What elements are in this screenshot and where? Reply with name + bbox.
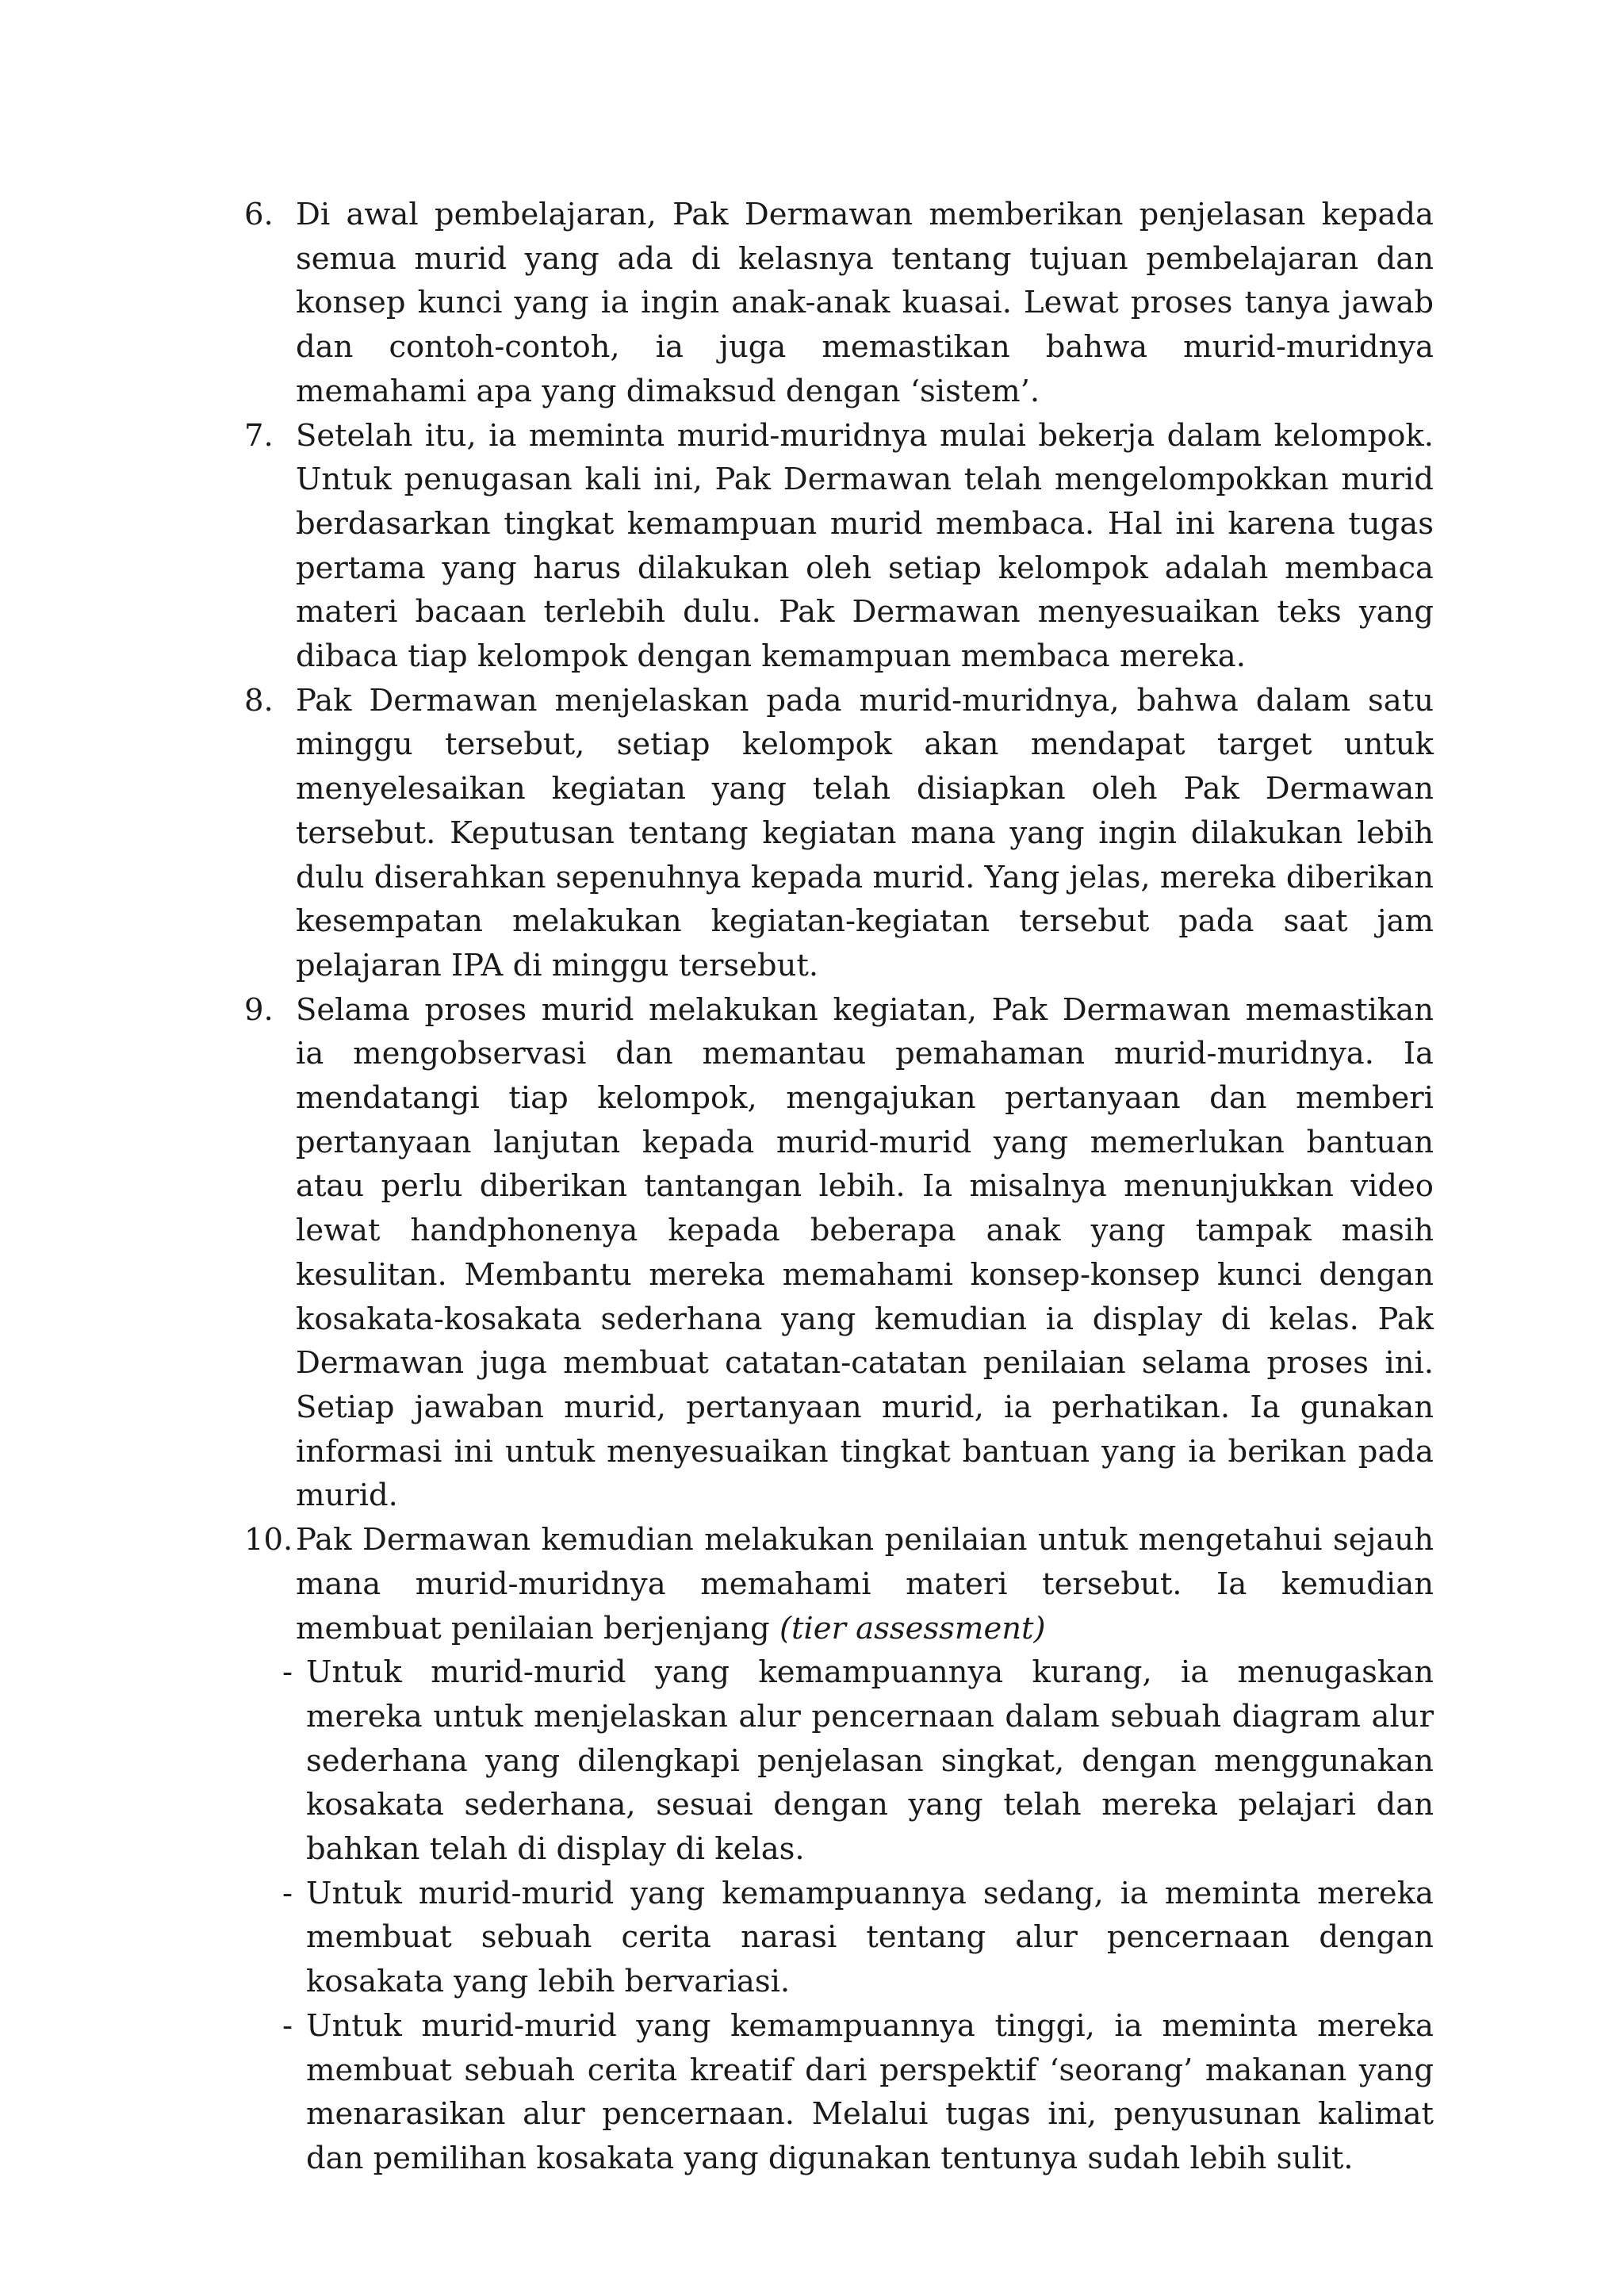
item-text bbox=[296, 1518, 1434, 1650]
item-body bbox=[296, 988, 1434, 1518]
item-text: Pak Dermawan menjelaskan pada murid-muridnya, bahwa dalam satu minggu tersebut, setiap kelompok akan mendapat target untuk menyelesaikan kegiatan yang telah disiapkan oleh Pak Dermawan tersebut. Keputusan tentang kegiatan mana yang ingin dilakukan lebih dulu diserahkan sepenuhnya kepada murid. Yang jelas, mereka diberikan kesempatan melakukan kegiatan-kegiatan tersebut pada saat jam pelajaran IPA di minggu tersebut. bbox=[296, 682, 1434, 983]
list-item-7 bbox=[244, 414, 1434, 679]
item-text-main: Pak Dermawan kemudian melakukan penilaian untuk mengetahui sejauh mana murid-muridnya memahami materi tersebut. Ia kemudian membuat penilaian berjenjang bbox=[296, 1522, 1434, 1646]
item-number: 8. bbox=[244, 682, 274, 719]
tier-item-text: Untuk murid-murid yang kemampuannya sedang, ia meminta mereka membuat sebuah cerita narasi tentang alur pencernaan dengan kosakata yang lebih bervariasi. bbox=[306, 1875, 1434, 2000]
tier-item-medium bbox=[282, 1872, 1434, 2004]
item-body bbox=[296, 1518, 1434, 1650]
list-item-9 bbox=[244, 988, 1434, 1518]
list-item-6 bbox=[244, 193, 1434, 414]
dash-bullet: - bbox=[282, 2007, 293, 2044]
tier-item-text: Untuk murid-murid yang kemampuannya kurang, ia menugaskan mereka untuk menjelaskan alur pencernaan dalam sebuah diagram alur sederhana yang dilengkapi penjelasan singkat, dengan menggunakan kosakata sederhana, sesuai dengan yang telah mereka pelajari dan bahkan telah di display di kelas. bbox=[306, 1654, 1434, 1868]
dash-bullet: - bbox=[282, 1654, 293, 1691]
tier-item-low bbox=[282, 1650, 1434, 1872]
item-body bbox=[296, 193, 1434, 414]
item-text-italic: (tier assessment) bbox=[779, 1610, 1046, 1646]
list-item-8 bbox=[244, 679, 1434, 988]
item-body bbox=[296, 679, 1434, 988]
list-item-10 bbox=[244, 1518, 1434, 1650]
item-number: 7. bbox=[244, 417, 274, 454]
item-number: 6. bbox=[244, 197, 274, 232]
item-number: 10. bbox=[244, 1522, 293, 1558]
item-text: Di awal pembelajaran, Pak Dermawan memberikan penjelasan kepada semua murid yang ada di kelasnya tentang tujuan pembelajaran dan konsep kunci yang ia ingin anak-anak kuasai. Lewat proses tanya jawab dan contoh-contoh, ia juga memastikan bahwa murid-muridnya memahami apa yang dimaksud dengan ‘sistem’. bbox=[296, 197, 1434, 409]
numbered-list bbox=[244, 193, 1434, 2181]
item-text: Setelah itu, ia meminta murid-muridnya mulai bekerja dalam kelompok. Untuk penugasan kali ini, Pak Dermawan telah mengelompokkan murid berdasarkan tingkat kemampuan murid membaca. Hal ini karena tugas pertama yang harus dilakukan oleh setiap kelompok adalah membaca materi bacaan terlebih dulu. Pak Dermawan menyesuaikan teks yang dibaca tiap kelompok dengan kemampuan membaca mereka. bbox=[296, 417, 1434, 675]
item-body bbox=[296, 414, 1434, 679]
item-number: 9. bbox=[244, 991, 274, 1028]
tier-assessment-list bbox=[244, 1650, 1434, 2180]
tier-item-high bbox=[282, 2004, 1434, 2181]
item-text: Selama proses murid melakukan kegiatan, Pak Dermawan memastikan ia mengobservasi dan memantau pemahaman murid-muridnya. Ia mendatangi tiap kelompok, mengajukan pertanyaan dan memberi pertanyaan lanjutan kepada murid-murid yang memerlukan bantuan atau perlu diberikan tantangan lebih. Ia misalnya menunjukkan video lewat handphonenya kepada beberapa anak yang tampak masih kesulitan. Membantu mereka memahami konsep-konsep kunci dengan kosakata-kosakata sederhana yang kemudian ia display di kelas. Pak Dermawan juga membuat catatan-catatan penilaian selama proses ini. Setiap jawaban murid, pertanyaan murid, ia perhatikan. Ia gunakan informasi ini untuk menyesuaikan tingkat bantuan yang ia berikan pada murid. bbox=[296, 991, 1434, 1514]
tier-item-text: Untuk murid-murid yang kemampuannya tinggi, ia meminta mereka membuat sebuah cerita kreatif dari perspektif ‘seorang’ makanan yang menarasikan alur pencernaan. Melalui tugas ini, penyusunan kalimat dan pemilihan kosakata yang digunakan tentunya sudah lebih sulit. bbox=[306, 2007, 1434, 2176]
dash-bullet: - bbox=[282, 1875, 293, 1911]
